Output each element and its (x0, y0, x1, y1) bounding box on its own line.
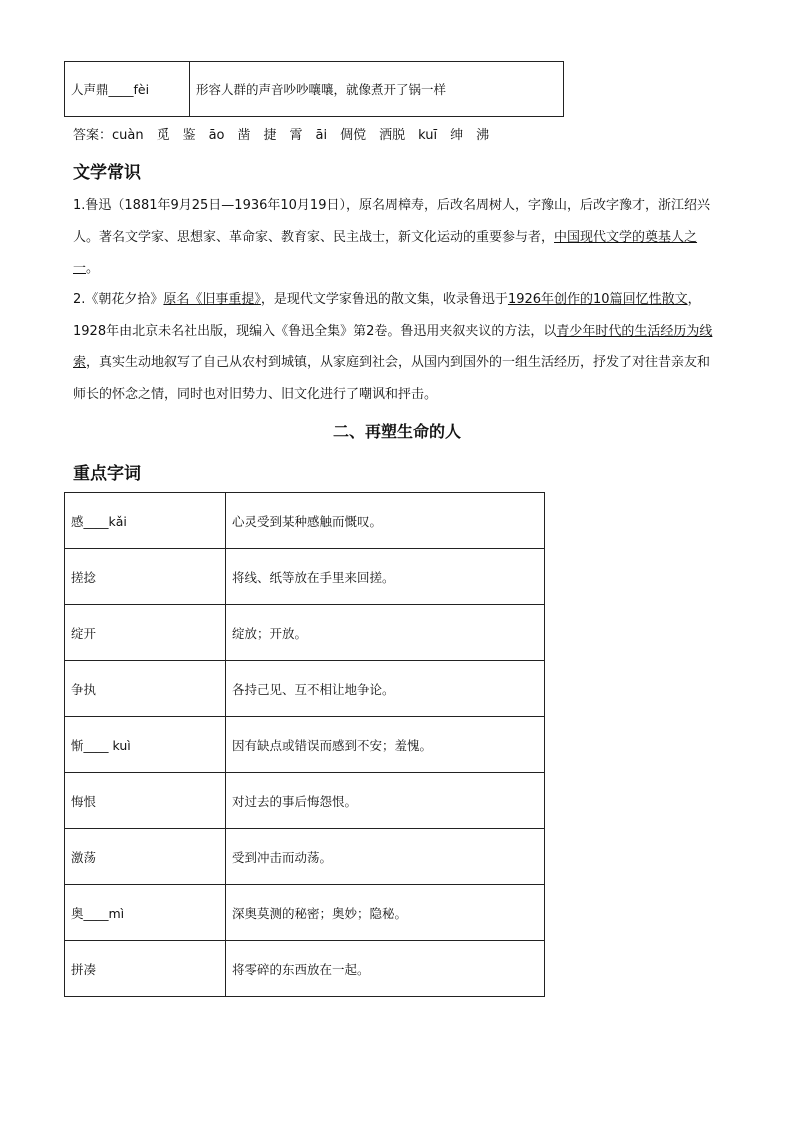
table-row (65, 941, 545, 997)
vocab-term: 拼凑 (65, 941, 226, 997)
literary-knowledge-heading: 文学常识 (73, 163, 141, 183)
paragraph-text: ，是现代文学家鲁迅的散文集，收录鲁迅于 (260, 292, 508, 307)
key-words-heading: 重点字词 (73, 464, 141, 484)
vocab-term: 人声鼎____fèi (65, 62, 190, 117)
table-row (65, 885, 545, 941)
key-words-table (64, 492, 545, 997)
table-row (65, 62, 564, 117)
answer-key: 答案：cuàn 觅 鉴 āo 凿 捷 霄 āi 倜傥 洒脱 kuī 绅 沸 (73, 128, 490, 143)
underlined-text: 1926年创作的10篇回忆性散文 (507, 292, 688, 307)
table-row (65, 493, 545, 549)
paragraph-text: 2.《朝花夕拾》 (73, 292, 164, 307)
vocab-definition: 形容人群的声音吵吵嚷嚷，就像煮开了锅一样 (190, 62, 564, 117)
table-row (65, 717, 545, 773)
paragraph-text: 1.鲁迅（1881年9月25日—1936年10月19日），原名周樟寿，后改名周树人，字豫山，后改字豫才，浙江绍兴人。著名文学家、思想家、革命家、教育家、民主战士，新文化运动的重要参与者， (73, 198, 710, 245)
vocab-term: 惭____ kuì (65, 717, 226, 773)
table-row (65, 661, 545, 717)
vocab-definition: 将零碎的东西放在一起。 (226, 941, 545, 997)
vocab-definition: 受到冲击而动荡。 (226, 829, 545, 885)
vocab-term: 感____kǎi (65, 493, 226, 549)
table-row (65, 773, 545, 829)
paragraph-text: ，真实生动地叙写了自己从农村到城镇，从家庭到社会，从国内到国外的一组生活经历，抒发了对往昔亲友和师长的怀念之情，同时也对旧势力、旧文化进行了嘲讽和抨击。 (73, 355, 711, 402)
vocab-term: 奥____mì (65, 885, 226, 941)
underlined-text: 中国现代文学的奠基人之一 (73, 229, 698, 276)
vocab-table-top (64, 61, 564, 117)
literary-paragraph-2 (73, 284, 723, 410)
table-row (65, 549, 545, 605)
paragraph-text: 。 (86, 261, 100, 276)
vocab-definition: 深奥莫测的秘密；奥妙；隐秘。 (226, 885, 545, 941)
table-row (65, 829, 545, 885)
literary-paragraph-1 (73, 190, 723, 285)
vocab-definition: 心灵受到某种感触而慨叹。 (226, 493, 545, 549)
vocab-definition: 绽放；开放。 (226, 605, 545, 661)
vocab-definition: 因有缺点或错误而感到不安；羞愧。 (226, 717, 545, 773)
underlined-text: 原名《旧事重提》 (163, 292, 261, 307)
vocab-definition: 各持己见、互不相让地争论。 (226, 661, 545, 717)
vocab-term: 悔恨 (65, 773, 226, 829)
vocab-term: 绽开 (65, 605, 226, 661)
vocab-definition: 对过去的事后悔怨恨。 (226, 773, 545, 829)
paragraph-text: ，1928年由北京未名社出版，现编入《鲁迅全集》第2卷。鲁迅用夹叙夹议的方法，以 (73, 292, 701, 339)
vocab-term: 激荡 (65, 829, 226, 885)
chapter-title: 二、再塑生命的人 (332, 422, 461, 441)
vocab-term: 搓捻 (65, 549, 226, 605)
vocab-term: 争执 (65, 661, 226, 717)
underlined-text: 青少年时代的生活经历为线索 (73, 323, 713, 370)
vocab-definition: 将线、纸等放在手里来回搓。 (226, 549, 545, 605)
table-row (65, 605, 545, 661)
